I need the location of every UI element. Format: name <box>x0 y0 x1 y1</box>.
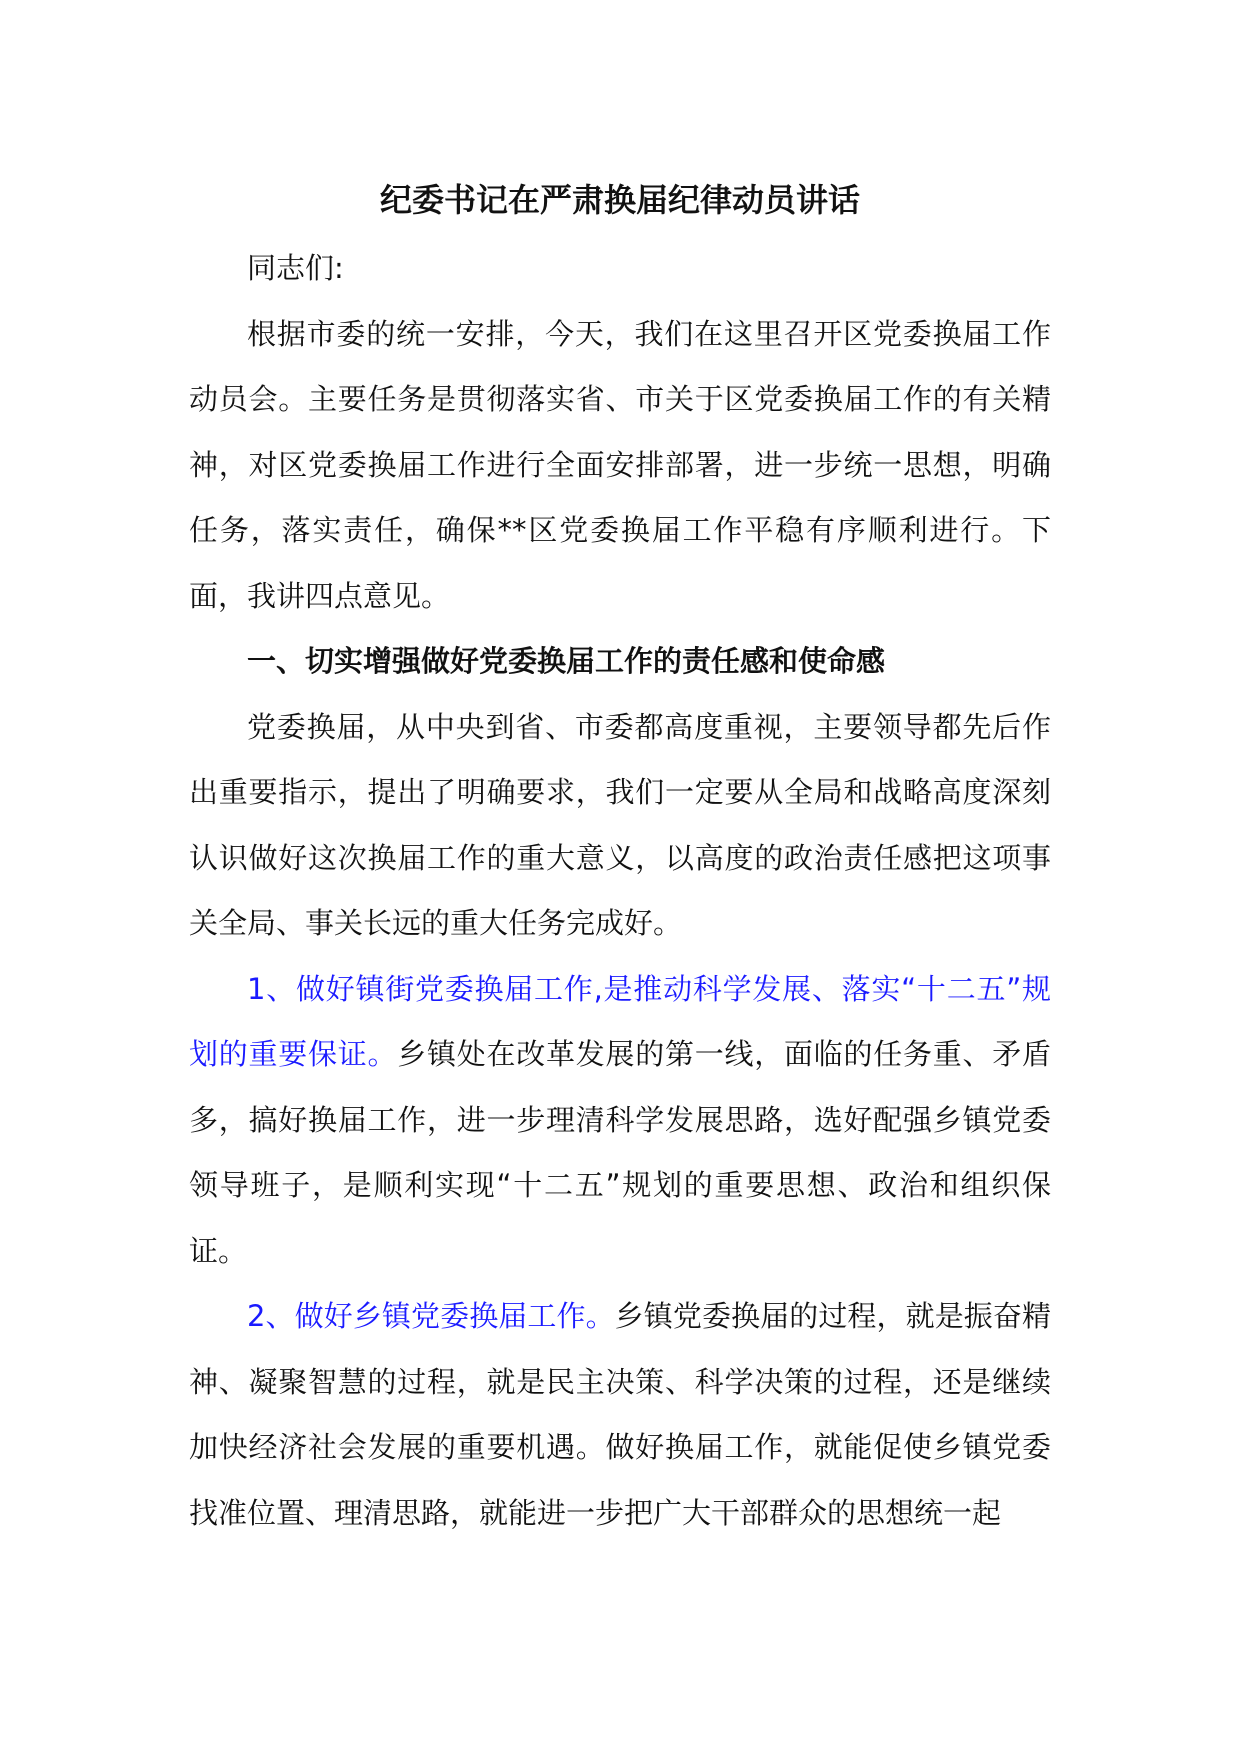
point-2-body: 乡镇党委换届的过程，就是振奋精神、凝聚智慧的过程，就是民主决策、科学决策的过程，还是继续加快经济社会发展的重要机遇。做好换届工作，就能促使乡镇党委找准位置、理清思路，就能进一步把广大干部群众的思想统一起 <box>189 1299 1051 1530</box>
section-1-heading: 一、切实增强做好党委换届工作的责任感和使命感 <box>247 644 886 678</box>
document-title: 纪委书记在严肃换届纪律动员讲话 <box>379 181 860 219</box>
section-1-paragraph: 党委换届，从中央到省、市委都高度重视，主要领导都先后作出重要指示，提出了明确要求，我们一定要从全局和战略高度深刻认识做好这次换届工作的重大意义，以高度的政治责任感把这项事关全局、事关长远的重大任务完成好。 <box>189 709 1051 940</box>
point-1-body: 乡镇处在改革发展的第一线，面临的任务重、矛盾多，搞好换届工作，进一步理清科学发展思路，选好配强乡镇党委领导班子，是顺利实现“十二五”规划的重要思想、政治和组织保证。 <box>189 1037 1051 1268</box>
point-2-lead: 2、做好乡镇党委换届工作。 <box>247 1299 615 1333</box>
intro-paragraph: 根据市委的统一安排，今天，我们在这里召开区党委换届工作动员会。主要任务是贯彻落实省、市关于区党委换届工作的有关精神，对区党委换届工作进行全面安排部署，进一步统一思想，明确任务，落实责任，确保**区党委换届工作平稳有序顺利进行。下面，我讲四点意见。 <box>189 316 1051 613</box>
point-1-lead: 1、做好镇街党委换届工作,是推动科学发展、落实“十二五”规划的重要保证。 <box>189 971 1051 1071</box>
salutation: 同志们: <box>247 251 344 285</box>
point-2-paragraph <box>189 1284 1051 1546</box>
document-body <box>189 174 1051 1546</box>
point-1-paragraph <box>189 957 1051 1285</box>
